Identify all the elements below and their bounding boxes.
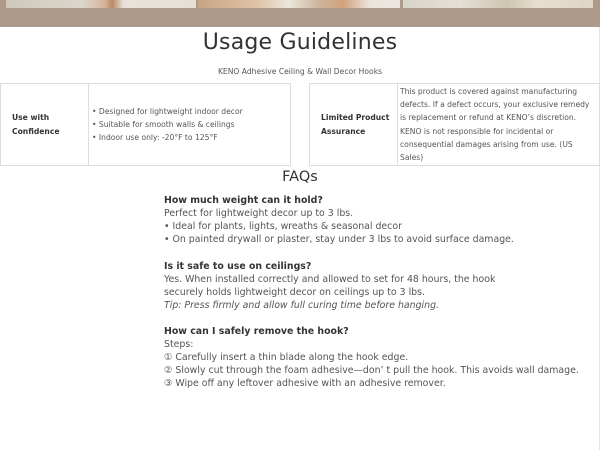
- faq-answer-line: securely holds lightweight decor on ceilings up to 3 lbs.: [164, 286, 425, 298]
- faq-item-weight: [164, 195, 584, 247]
- faq-answer-line: • On painted drywall or plaster, stay under 3 lbs to avoid surface damage.: [164, 233, 514, 245]
- confidence-label: [1, 84, 89, 166]
- product-photo: [6, 0, 196, 8]
- confidence-item: • Designed for lightweight indoor decor: [92, 106, 243, 116]
- confidence-item: • Indoor use only: -20°F to 125°F: [92, 133, 218, 143]
- label-line: Use with: [12, 112, 50, 122]
- limited-assurance-table: [309, 83, 600, 166]
- faq-question: How much weight can it hold?: [164, 195, 323, 206]
- faq-step: ③ Wipe off any leftover adhesive with an adhesive remover.: [164, 377, 446, 389]
- label-line: Assurance: [321, 126, 366, 136]
- confidence-item: • Suitable for smooth walls & ceilings: [92, 119, 235, 129]
- label-line: Confidence: [12, 126, 60, 136]
- assurance-text: This product is covered against manufacturing defects. If a defect occurs, your exclusive remedy is replacement or refund at KENO’s discretion. KENO is not responsible for incidental or consequential damages arising from use. (US Sales): [398, 84, 600, 166]
- faq-question: Is it safe to use on ceilings?: [164, 261, 312, 272]
- faq-answer-line: • Ideal for plants, lights, wreaths & seasonal decor: [164, 220, 402, 232]
- faq-item-removal: [164, 326, 584, 391]
- use-with-confidence-table: [0, 83, 291, 166]
- faq-answer-line: Perfect for lightweight decor up to 3 lbs.: [164, 207, 354, 219]
- faq-answer-line: Yes. When installed correctly and allowed to set for 48 hours, the hook: [164, 273, 496, 285]
- faq-heading: FAQs: [282, 169, 318, 185]
- faq-step: ② Slowly cut through the foam adhesive—don’ t pull the hook. This avoids wall damage.: [164, 364, 579, 376]
- faq-item-ceilings: [164, 261, 584, 313]
- product-image-banner: [0, 0, 600, 27]
- page-subtitle: KENO Adhesive Ceiling & Wall Decor Hooks: [217, 67, 383, 76]
- faq-question: How can I safely remove the hook?: [164, 326, 349, 337]
- assurance-label: [310, 84, 398, 166]
- faq-step: ① Carefully insert a thin blade along the hook edge.: [164, 351, 409, 363]
- product-photo: [198, 0, 400, 8]
- confidence-details: [89, 84, 291, 166]
- label-line: Limited Product: [321, 112, 390, 122]
- page-title: Usage Guidelines: [202, 30, 398, 55]
- faq-tip: Tip: Press firmly and allow full curing time before hanging.: [164, 299, 440, 311]
- faq-answer-line: Steps:: [164, 338, 194, 350]
- product-photo: [403, 0, 593, 8]
